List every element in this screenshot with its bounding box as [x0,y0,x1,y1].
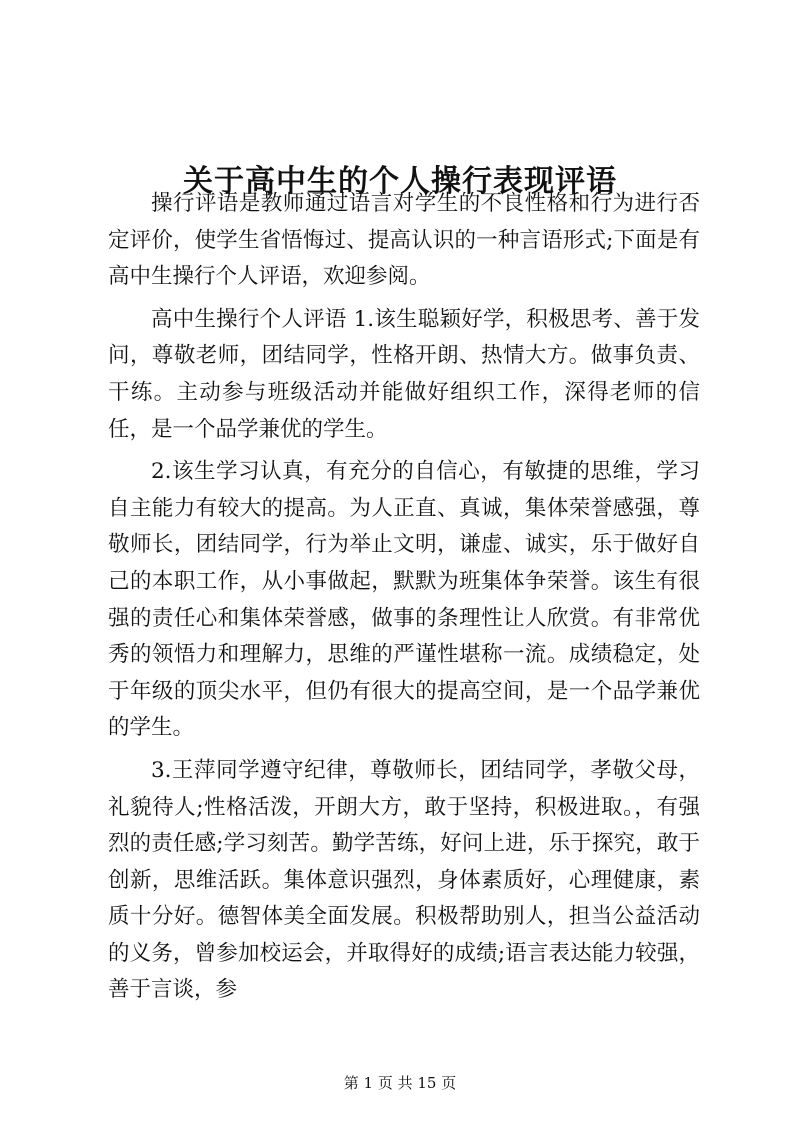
paragraph-intro: 操行评语是教师通过语言对学生的不良性格和行为进行否定评价，使学生省悟悔过、提高认识的一种言语形式;下面是有高中生操行个人评语，欢迎参阅。 [108,191,700,290]
paragraph-comment-2: 2.该生学习认真，有充分的自信心，有敏捷的思维，学习自主能力有较大的提高。为人正直、真诚，集体荣誉感强，尊敬师长，团结同学，行为举止文明，谦虚、诚实，乐于做好自己的本职工作，从小事做起，默默为班集体争荣誉。该生有很强的责任心和集体荣誉感，做事的条理性让人欣赏。有非常优秀的领悟力和理解力，思维的严谨性堪称一流。成绩稳定，处于年级的顶尖水平，但仍有很大的提高空间，是一个品学兼优的学生。 [108,459,700,741]
paragraph-comment-3: 3.王萍同学遵守纪律，尊敬师长，团结同学，孝敬父母，礼貌待人;性格活泼，开朗大方，敢于坚持，积极进取。，有强烈的责任感;学习刻苦。勤学苦练，好问上进，乐于探究，敢于创新，思维活跃。集体意识强烈，身体素质好，心理健康，素质十分好。德智体美全面发展。积极帮助别人，担当公益活动的义务，曾参加校运会，并取得好的成绩;语言表达能力较强，善于言谈，参 [108,757,700,1003]
document-body [108,186,700,1015]
page-number-footer: 第 1 页 共 15 页 [343,1074,457,1092]
paragraph-comment-1: 高中生操行个人评语 1.该生聪颖好学，积极思考、善于发问，尊敬老师，团结同学，性格开朗、热情大方。做事负责、干练。主动参与班级活动并能做好组织工作，深得老师的信任，是一个品学兼优的学生。 [108,306,700,442]
document-title: 关于高中生的个人操行表现评语 [183,164,617,200]
